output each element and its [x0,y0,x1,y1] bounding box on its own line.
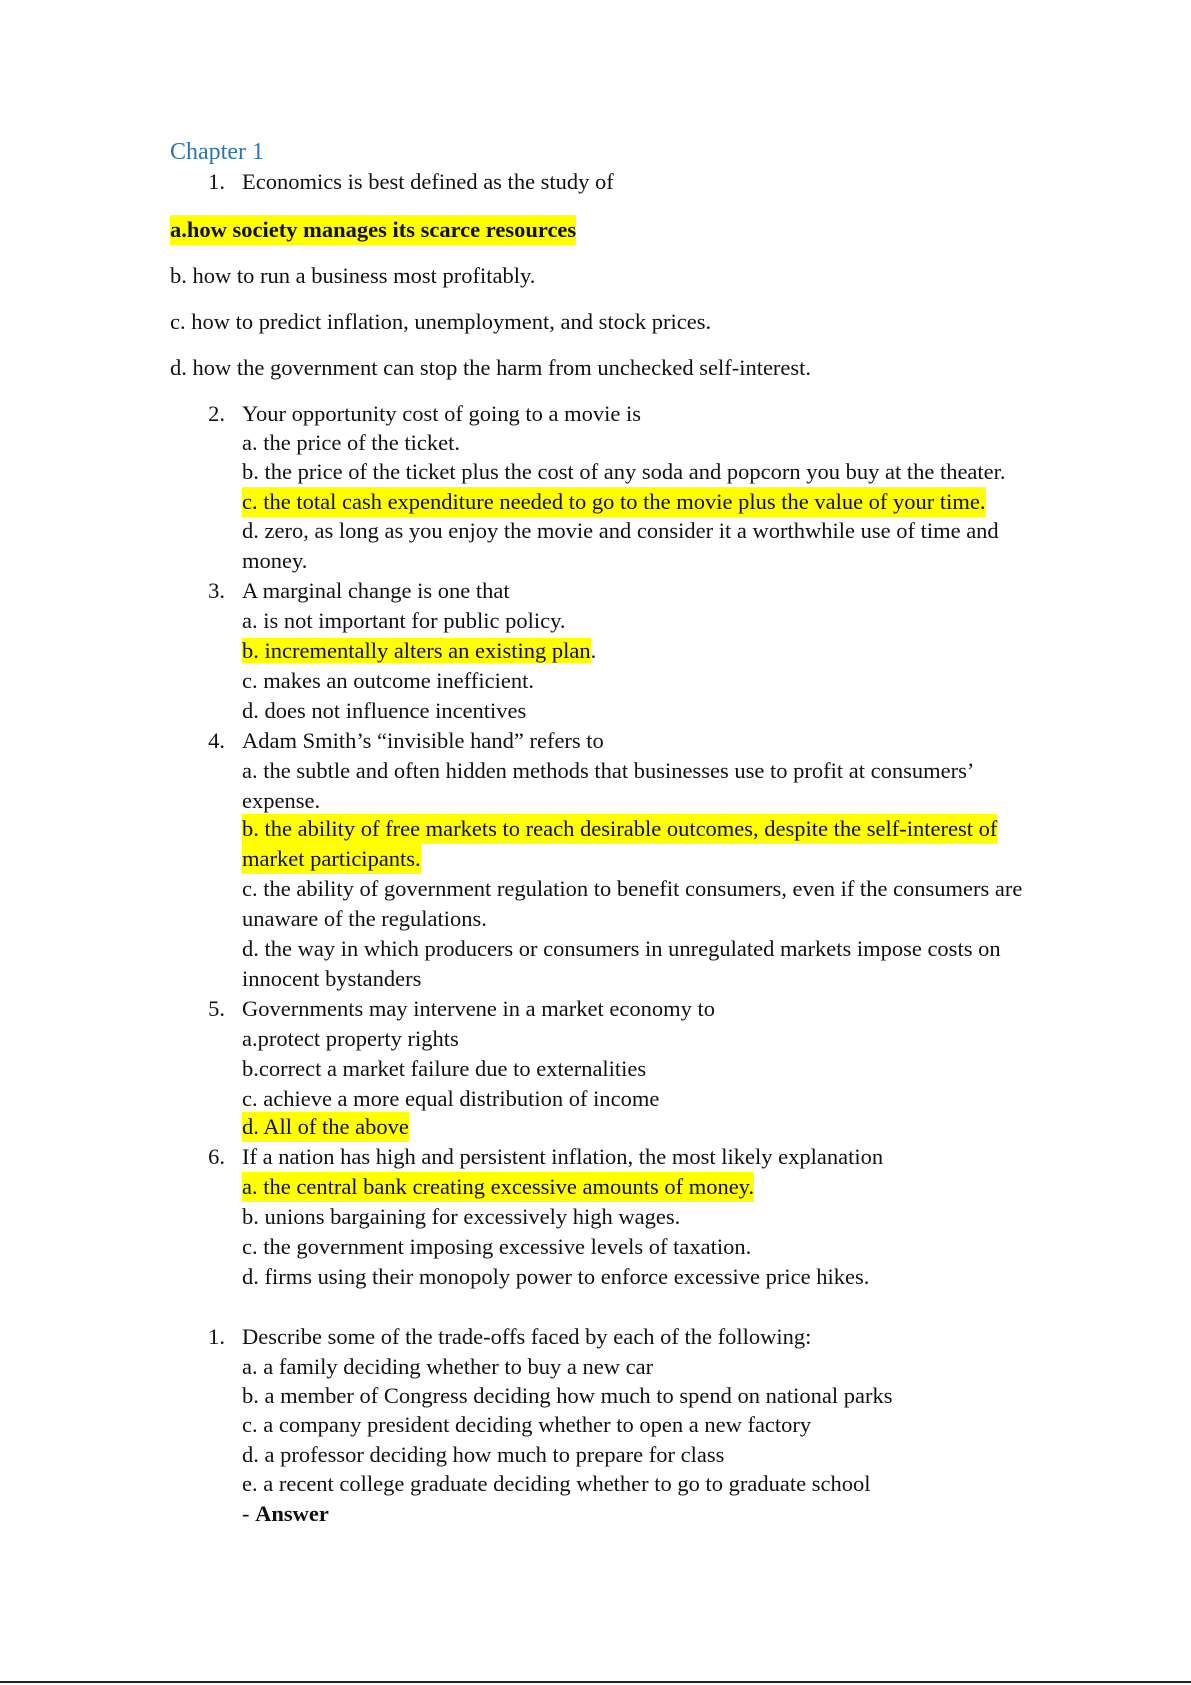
answer-option-d-continued: innocent bystanders [242,966,422,991]
problem-number: 1. [208,1324,225,1349]
problem-text: Describe some of the trade-offs faced by each of the following: [242,1324,812,1349]
problem-item-c: c. a company president deciding whether to open a new factory [242,1412,812,1437]
problem-item-e: e. a recent college graduate deciding whether to go to graduate school [242,1471,871,1496]
answer-option-b: b. the price of the ticket plus the cost of any soda and popcorn you buy at the theater. [242,459,1006,484]
answer-option-b: b. unions bargaining for excessively high wages. [242,1204,681,1229]
question-number: 5. [208,996,225,1021]
answer-option-a-correct: a. the central bank creating excessive amounts of money. [242,1172,754,1202]
answer-option-d-continued: money. [242,548,308,573]
chapter-heading: Chapter 1 [170,139,264,165]
answer-option-d: d. how the government can stop the harm from unchecked self-interest. [170,355,812,380]
answer-option-b-correct: b. incrementally alters an existing plan [242,638,591,663]
question-text: Economics is best defined as the study of [242,169,614,194]
answer-option-c: c. makes an outcome inefficient. [242,668,534,693]
answer-option-b: b.correct a market failure due to externalities [242,1056,647,1081]
question-text: Your opportunity cost of going to a movie is [242,401,641,426]
answer-dash: - [242,1501,256,1526]
answer-option-c-continued: unaware of the regulations. [242,906,487,931]
answer-option-c: c. achieve a more equal distribution of income [242,1086,660,1111]
answer-option-b: b. how to run a business most profitably. [170,263,536,288]
problem-item-b: b. a member of Congress deciding how much to spend on national parks [242,1383,893,1408]
answer-option-c-correct: c. the total cash expenditure needed to go to the movie plus the value of your time. [242,487,986,517]
answer-option-c: c. how to predict inflation, unemployment, and stock prices. [170,309,712,334]
answer-option-d: d. the way in which producers or consumers in unregulated markets impose costs on [242,936,1001,961]
answer-option-a: a. the price of the ticket. [242,430,461,455]
answer-option-d: d. zero, as long as you enjoy the movie and consider it a worthwhile use of time and [242,518,999,543]
page-bottom-rule [0,1681,1191,1683]
question-text: If a nation has high and persistent inflation, the most likely explanation [242,1144,884,1169]
answer-option-b-line [242,636,596,666]
answer-option-b-correct: b. the ability of free markets to reach desirable outcomes, despite the self-interest of [242,814,997,844]
answer-option-c: c. the ability of government regulation to benefit consumers, even if the consumers are [242,876,1023,901]
answer-option-a-correct: a.how society manages its scarce resources [170,215,576,245]
answer-option-b-correct-continued: market participants. [242,844,421,874]
answer-option-c: c. the government imposing excessive levels of taxation. [242,1234,752,1259]
problem-item-a: a. a family deciding whether to buy a new car [242,1354,654,1379]
answer-option-a: a.protect property rights [242,1026,459,1051]
answer-option-a: a. the subtle and often hidden methods that businesses use to profit at consumers’ [242,758,975,783]
question-text: A marginal change is one that [242,578,510,603]
answer-option-a-continued: expense. [242,788,321,813]
problem-item-d: d. a professor deciding how much to prepare for class [242,1442,725,1467]
answer-option-d-correct: d. All of the above [242,1112,409,1142]
question-text: Adam Smith’s “invisible hand” refers to [242,728,604,753]
question-text: Governments may intervene in a market economy to [242,996,715,1021]
answer-option-a: a. is not important for public policy. [242,608,566,633]
answer-option-d: d. firms using their monopoly power to enforce excessive price hikes. [242,1264,870,1289]
question-number: 1. [208,169,225,194]
answer-label-line [242,1499,329,1529]
question-number: 4. [208,728,225,753]
question-number: 3. [208,578,225,603]
question-number: 2. [208,401,225,426]
question-number: 6. [208,1144,225,1169]
answer-option-d: d. does not influence incentives [242,698,527,723]
answer-label: Answer [255,1501,329,1526]
answer-option-b-period: . [590,638,597,663]
